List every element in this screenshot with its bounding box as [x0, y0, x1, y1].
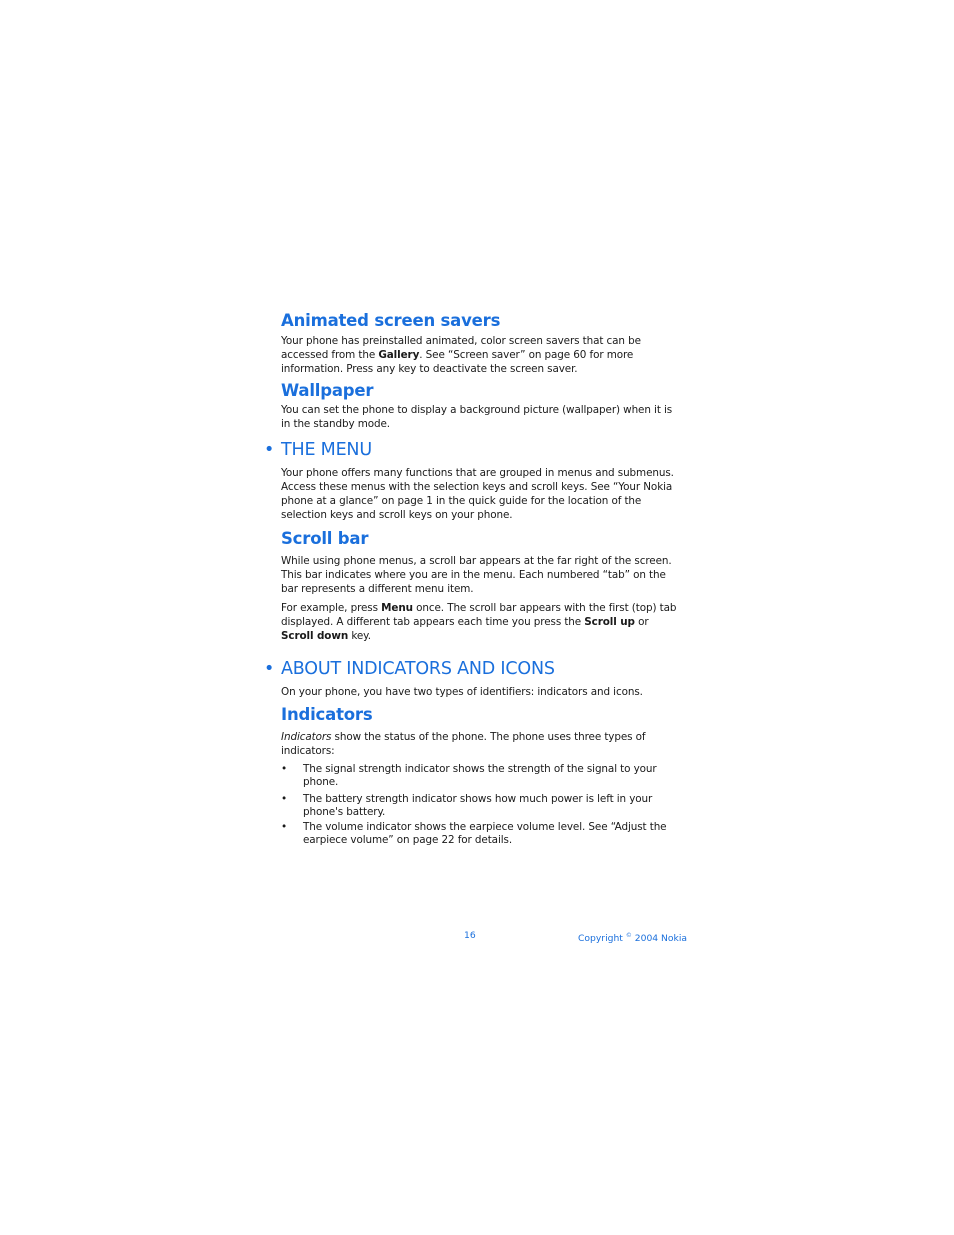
paragraph-scroll-bar-2 [281, 601, 681, 643]
heading-animated-screen-savers: Animated screen savers [281, 311, 501, 330]
page-content [264, 310, 681, 847]
heading-scroll-bar: Scroll bar [281, 529, 369, 548]
indicators-term: Indicators [281, 731, 332, 743]
text-run: . See “Screen saver” on page 60 for more information. Press any key to deactivate the screen saver. [281, 349, 634, 375]
paragraph-the-menu: Your phone offers many functions that are grouped in menus and submenus. Access these menus with the selection keys and scroll keys. See “Your Nokia phone at a glance” on page 1 in the quick guide for the location of the selection keys and scroll keys on your phone. [281, 467, 674, 521]
paragraph-animated-screen-savers [281, 334, 681, 376]
heading-the-menu [264, 439, 681, 461]
copyright-symbol: © [625, 932, 632, 939]
list-bullet: • [281, 763, 288, 775]
paragraph-scroll-bar-1: While using phone menus, a scroll bar appears at the far right of the screen. This bar indicates where you are in the menu. Each numbered “tab” on the bar represents a different menu item. [281, 555, 672, 595]
menu-key-term: Menu [381, 602, 413, 614]
list-bullet: • [281, 793, 288, 805]
heading-text: THE MENU [281, 440, 372, 460]
section-bullet: • [264, 659, 275, 679]
heading-indicators: Indicators [281, 705, 373, 724]
list-item-text: The battery strength indicator shows how much power is left in your phone's battery. [303, 793, 653, 818]
heading-about-indicators-and-icons [264, 658, 681, 680]
list-item [281, 793, 681, 819]
paragraph-about-indicators: On your phone, you have two types of identifiers: indicators and icons. [281, 686, 643, 698]
copyright-year: 2004 Nokia [631, 933, 688, 945]
text-run: or [634, 616, 649, 628]
indicator-list [281, 763, 681, 847]
scroll-down-term: Scroll down [281, 630, 349, 642]
section-bullet: • [264, 440, 275, 460]
page-number: 16 [464, 930, 476, 941]
copyright-text: Copyright [578, 933, 626, 945]
list-item [281, 821, 681, 847]
list-item [281, 763, 681, 789]
list-item-text: The volume indicator shows the earpiece volume level. See “Adjust the earpiece volume” on page 22 for details. [303, 821, 667, 846]
paragraph-indicators [281, 730, 681, 758]
list-item-text: The signal strength indicator shows the strength of the signal to your phone. [303, 763, 657, 788]
text-run: key. [348, 630, 371, 642]
text-run: once. The scroll bar appears with the first (top) tab displayed. A different tab appears each time you press the [281, 602, 677, 628]
heading-wallpaper: Wallpaper [281, 381, 374, 400]
scroll-up-term: Scroll up [584, 616, 635, 628]
text-run: show the status of the phone. The phone uses three types of indicators: [281, 731, 646, 757]
list-bullet: • [281, 821, 288, 833]
gallery-term: Gallery [378, 349, 420, 361]
copyright-notice [578, 930, 687, 945]
paragraph-wallpaper: You can set the phone to display a background picture (wallpaper) when it is in the standby mode. [281, 404, 673, 430]
text-run: Your phone has preinstalled animated, color screen savers that can be accessed from the [281, 335, 641, 361]
heading-text: ABOUT INDICATORS AND ICONS [281, 659, 555, 679]
text-run: For example, press [281, 602, 382, 614]
